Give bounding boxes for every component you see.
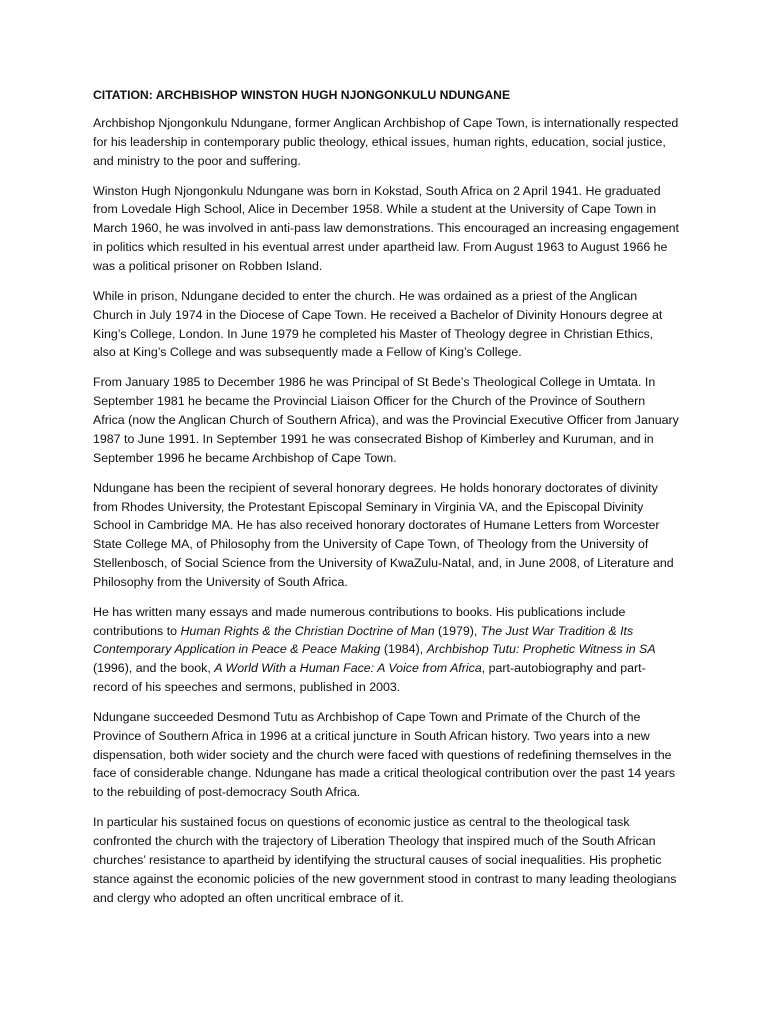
document-body: [93, 86, 679, 919]
citation-title: CITATION: ARCHBISHOP WINSTON HUGH NJONGONKULU NDUNGANE: [93, 88, 511, 102]
paragraph-intro: Archbishop Njongonkulu Ndungane, former Anglican Archbishop of Cape Town, is internationally respected for his leadership in contemporary public theology, ethical issues, human rights, education, social justice, and ministry to the poor and suffering.: [93, 116, 679, 168]
publications-text-4: (1996), and the book,: [93, 661, 215, 676]
publications-text-1: He has written many essays and made numerous contributions to books. His publications include contributions to: [93, 604, 626, 638]
publication-title-1: Human Rights & the Christian Doctrine of Man: [180, 623, 435, 638]
paragraph-succession: Ndungane succeeded Desmond Tutu as Archbishop of Cape Town and Primate of the Church of the Province of Southern Africa in 1996 at a critical juncture in South African history. Two years into a new dispensation, both wider society and the church were faced with questions of redefining themselves in the face of considerable change. Ndungane has made a critical theological contribution over the past 14 years to the rebuilding of post-democracy South Africa.: [93, 710, 676, 800]
publications-text-2: (1979),: [434, 623, 481, 638]
paragraph-early-life: Winston Hugh Njongonkulu Ndungane was born in Kokstad, South Africa on 2 April 1941. He graduated from Lovedale High School, Alice in December 1958. While a student at the University of Cape Town in March 1960, he was involved in anti-pass law demonstrations. This encouraged an increasing engagement in politics which resulted in his eventual arrest under apartheid law. From August 1963 to August 1966 he was a political prisoner on Robben Island.: [93, 183, 679, 273]
paragraph-honorary-degrees: Ndungane has been the recipient of several honorary degrees. He holds honorary doctorates of divinity from Rhodes University, the Protestant Episcopal Seminary in Virginia VA, and the Episcopal Divinity School in Cambridge MA. He has also received honorary doctorates of Humane Letters from Worcester State College MA, of Philosophy from the University of Cape Town, of Theology from the University of Stellenbosch, of Social Science from the University of KwaZulu-Natal, and, in June 2008, of Literature and Philosophy from the University of South Africa.: [93, 480, 674, 589]
paragraph-ordination: While in prison, Ndungane decided to enter the church. He was ordained as a priest of the Anglican Church in July 1974 in the Diocese of Cape Town. He received a Bachelor of Divinity Honours degree at King’s College, London. In June 1979 he completed his Master of Theology degree in Christian Ethics, also at King’s College and was subsequently made a Fellow of King’s College.: [93, 288, 663, 360]
publication-title-4: A World With a Human Face: A Voice from Africa: [214, 661, 482, 676]
publication-title-3: Archbishop Tutu: Prophetic Witness in SA: [426, 642, 656, 657]
publications-text-5: , part-autobiography and part-record of his speeches and sermons, published in 2003.: [93, 661, 646, 694]
paragraph-career: From January 1985 to December 1986 he was Principal of St Bede’s Theological College in Umtata. In September 1981 he became the Provincial Liaison Officer for the Church of the Province of Southern Africa (now the Anglican Church of Southern Africa), and was the Provincial Executive Officer from January 1987 to June 1991. In September 1991 he was consecrated Bishop of Kimberley and Kuruman, and in September 1996 he became Archbishop of Cape Town.: [93, 375, 679, 465]
paragraph-economic-justice: In particular his sustained focus on questions of economic justice as central to the theological task confronted the church with the trajectory of Liberation Theology that inspired much of the South African churches’ resistance to apartheid by identifying the structural causes of social inequalities. His prophetic stance against the economic policies of the new government stood in contrast to many leading theologians and clergy who adopted an often uncritical embrace of it.: [93, 815, 677, 905]
paragraph-publications: [93, 603, 679, 697]
publication-title-2: The Just War Tradition & Its Contemporary Application in Peace & Peace Making: [93, 623, 634, 657]
publications-text-3: (1984),: [380, 642, 427, 657]
